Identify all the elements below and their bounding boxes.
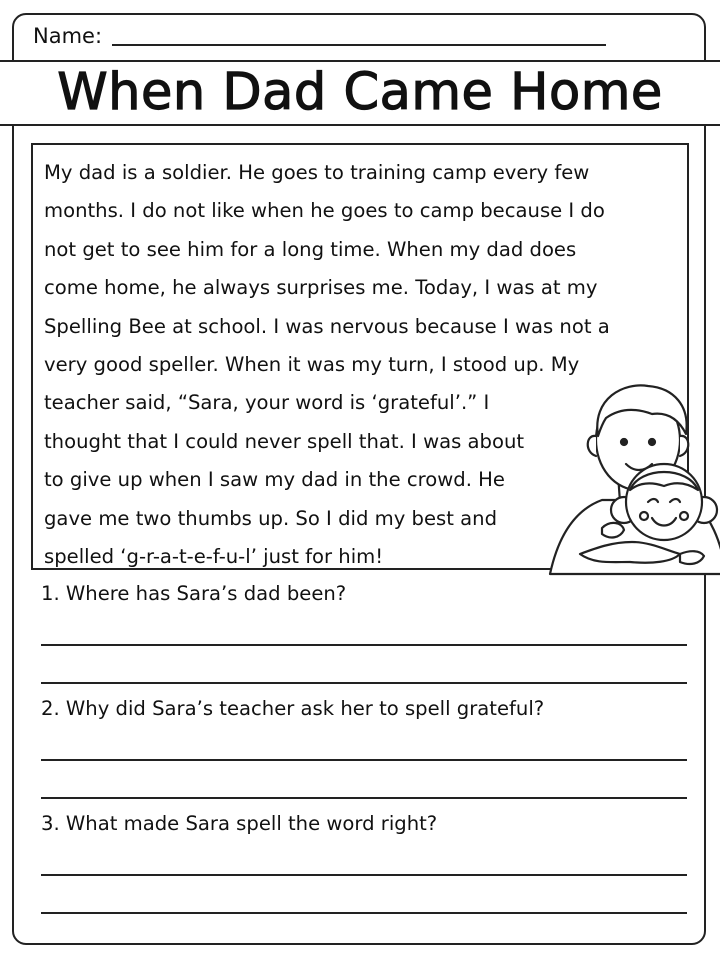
story-line: months. I do not like when he goes to camp because I do — [44, 199, 605, 223]
question-block — [41, 693, 687, 808]
answer-line[interactable] — [41, 874, 687, 876]
name-field[interactable] — [112, 43, 606, 46]
story-text — [44, 154, 610, 576]
story-line: Spelling Bee at school. I was nervous because I was not a — [44, 314, 610, 338]
story-line: to give up when I saw my dad in the crowd. He — [44, 468, 505, 492]
story-line: come home, he always surprises me. Today, I was at my — [44, 276, 598, 300]
answer-line[interactable] — [41, 682, 687, 684]
answer-line[interactable] — [41, 644, 687, 646]
story-line: gave me two thumbs up. So I did my best and — [44, 506, 498, 530]
questions-section — [41, 578, 687, 923]
question-text: 3. What made Sara spell the word right? — [41, 812, 438, 835]
question-block — [41, 578, 687, 693]
answer-line[interactable] — [41, 797, 687, 799]
page-title: When Dad Came Home — [57, 63, 663, 122]
answer-line[interactable] — [41, 912, 687, 914]
name-row — [33, 18, 606, 50]
answer-line[interactable] — [41, 759, 687, 761]
story-line: not get to see him for a long time. When my dad does — [44, 237, 577, 261]
story-line: teacher said, “Sara, your word is ‘grateful’.” I — [44, 391, 490, 415]
question-text: 1. Where has Sara’s dad been? — [41, 582, 347, 605]
question-block — [41, 808, 687, 923]
story-line: My dad is a soldier. He goes to training camp every few — [44, 161, 590, 184]
story-line: very good speller. When it was my turn, I stood up. My — [44, 353, 580, 377]
name-label: Name: — [33, 24, 103, 48]
story-line: thought that I could never spell that. I was about — [44, 429, 525, 453]
title-banner — [0, 60, 720, 126]
dad-hugging-daughter-icon — [540, 378, 720, 578]
question-text: 2. Why did Sara’s teacher ask her to spell grateful? — [41, 697, 545, 720]
story-line: spelled ‘g-r-a-t-e-f-u-l’ just for him! — [44, 545, 384, 569]
